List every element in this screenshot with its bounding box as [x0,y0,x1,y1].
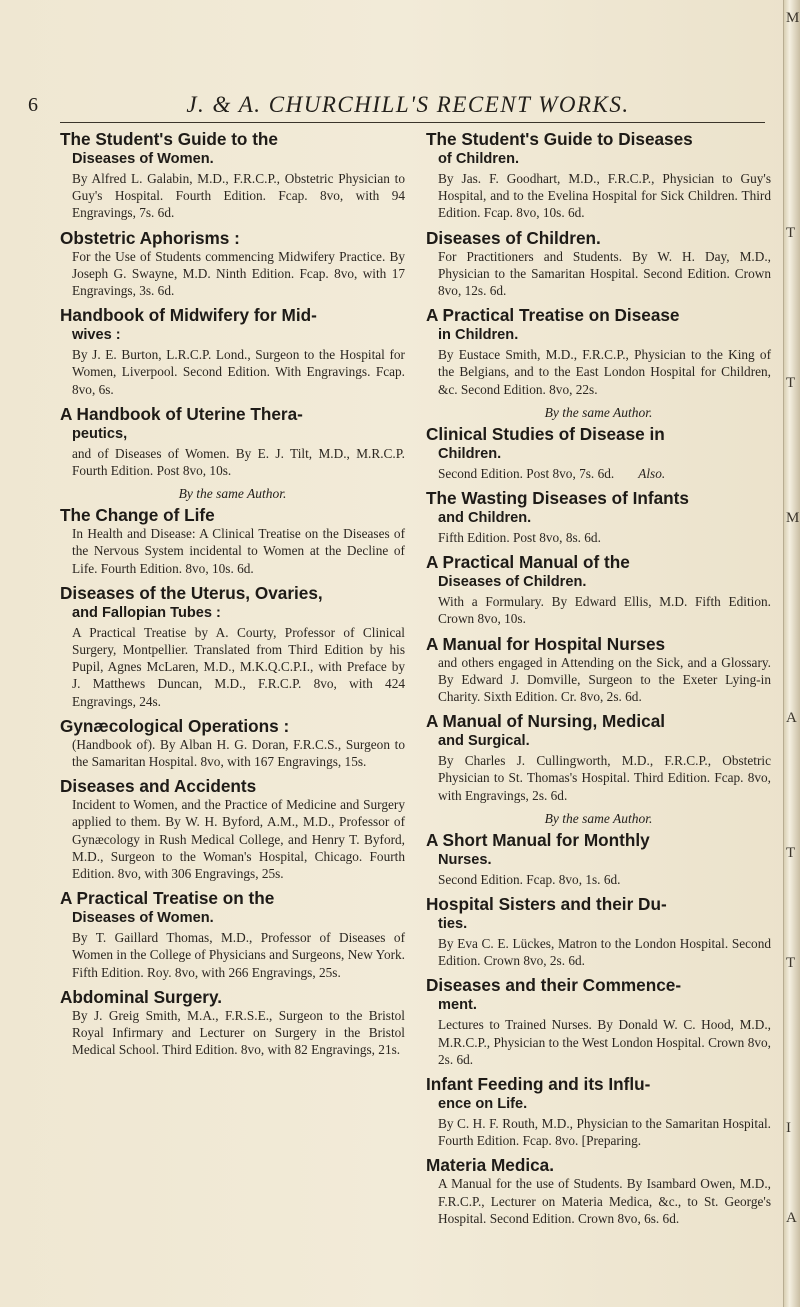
also-note: Also. [638,465,666,481]
entry-subtitle: of Children. [438,151,520,167]
entry-title: A Short Manual for Monthly [426,829,650,850]
right-column [426,130,771,1234]
catalogue-entry [60,584,405,710]
entry-description: For Practitioners and Students. By W. H. Day, M.D., Physician to the Samaritan Hospital. Second Edition. Crown 8vo, 12s. 6d. [438,248,771,299]
entry-title: A Practical Treatise on Disease [426,305,680,326]
catalogue-entry [426,831,771,888]
entry-description: By Alfred L. Galabin, M.D., F.R.C.P., Obstetric Physician to Guy's Hospital. Fourth Edition. Fcap. 8vo, with 94 Engravings, 7s. 6d. [72,171,405,221]
entry-description: Incident to Women, and the Practice of Medicine and Surgery applied to them. By W. H. Byford, A.M., M.D., Professor of Gynæcology in Rush Medical College, and Henry T. Byford, M.D., Surgeon to the Woman's Hospital, Chicago. Fourth Edition. 8vo, with 306 Engravings, 25s. [72,797,405,882]
catalogue-entry [426,306,771,398]
entry-subtitle: Diseases of Women. [72,151,214,167]
running-title: J. & A. CHURCHILL'S RECENT WORKS. [186,92,630,117]
entry-description: By Eustace Smith, M.D., F.R.C.P., Physician to the King of the Belgians, and to the East London Hospital for Children, &c. Second Edition. 8vo, 22s. [438,347,771,397]
entry-subtitle: Children. [438,445,502,462]
entry-description: and of Diseases of Women. By E. J. Tilt, M.D., M.R.C.P. Fourth Edition. Post 8vo, 10s. [72,445,405,479]
entry-subtitle: in Children. [438,327,519,344]
entry-subtitle: ties. [438,916,468,933]
catalogue-entry [426,425,771,482]
catalogue-entry [60,306,405,398]
entry-subtitle: and Children. [438,510,532,527]
entry-description: A Practical Treatise by A. Courty, Professor of Clinical Surgery, Montpellier. Translated from Third Edition by his Pupil, Agnes McLaren, M.D., M.K.Q.C.P.I., with Preface by J. Matthews Duncan, M.D., F.R.C.P. 8vo, with 424 Engravings, 24s. [72,624,405,709]
entry-description: (Handbook of). By Alban H. G. Doran, F.R.C.S., Surgeon to the Samaritan Hospital. 8vo, with 167 Engravings, 15s. [72,736,405,770]
entry-subtitle: wives : [72,327,121,344]
edge-letter: M [786,10,800,26]
entry-description: By J. E. Burton, L.R.C.P. Lond., Surgeon to the Hospital for Women, Liverpool. Second Edition. With Engravings. Fcap. 8vo, 6s. [72,347,405,397]
catalogue-entry [60,229,405,300]
edge-letter: A [786,1210,797,1226]
entry-title: A Practical Manual of the [426,552,630,573]
entry-title: Diseases of Children. [426,227,601,248]
entry-subtitle: and Fallopian Tubes : [72,604,221,621]
entry-subtitle: peutics, [72,425,128,442]
catalogue-entry [60,506,405,577]
catalogue-entry [426,895,771,969]
edge-letter: A [786,710,797,726]
entry-subtitle: Diseases of Children. [438,574,587,591]
entry-title: A Handbook of Uterine Thera- [60,403,303,424]
catalogue-entry [60,405,405,479]
catalogue-entry [60,130,405,222]
catalogue-entry [60,988,405,1059]
entry-subtitle: ment. [438,997,477,1014]
entry-title: The Student's Guide to the [60,129,278,149]
entry-title: Hospital Sisters and their Du- [426,894,667,915]
entry-description: In Health and Disease: A Clinical Treatise on the Diseases of the Nervous System incidental to Women at the Decline of Life. Fourth Edition. 8vo, 10s. 6d. [72,526,405,576]
catalogue-entry [426,229,771,300]
entry-description: A Manual for the use of Students. By Isambard Owen, M.D., F.R.C.P., Lecturer on Materia Medica, &c., to St. George's Hospital. Second Edition. Crown 8vo, 6s. 6d. [438,1176,771,1226]
entry-description: By C. H. F. Routh, M.D., Physician to the Samaritan Hospital. Fourth Edition. Fcap. 8vo. [Preparing. [438,1116,771,1149]
catalogue-entry [60,717,405,770]
entry-subtitle: Diseases of Women. [72,910,214,927]
entry-description: By Charles J. Cullingworth, M.D., F.R.C.P., Obstetric Physician to St. Thomas's Hospital. Third Edition. Fcap. 8vo, with Engravings, 2s. 6d. [438,753,771,803]
by-same-author-note: By the same Author. [544,404,653,420]
entry-title: Abdominal Surgery. [60,986,223,1007]
entry-title: Diseases and their Commence- [426,975,682,996]
entry-title: Clinical Studies of Disease in [426,423,665,444]
entry-title: The Wasting Diseases of Infants [426,488,689,509]
entry-title: A Manual of Nursing, Medical [426,711,666,732]
entry-subtitle: Nurses. [438,851,492,868]
page-number: 6 [28,94,38,116]
entry-title: The Student's Guide to Diseases [426,129,693,149]
page-header [0,0,784,128]
entry-description: Lectures to Trained Nurses. By Donald W. C. Hood, M.D., M.R.C.P., Physician to the West London Hospital. Crown 8vo, 2s. 6d. [438,1017,771,1067]
catalogue-entry [60,777,405,882]
entry-title: Diseases and Accidents [60,776,257,797]
entry-description: By T. Gaillard Thomas, M.D., Professor of Diseases of Women in the College of Physicians and Surgeons, New York. Fifth Edition. Roy. 8vo, with 266 Engravings, 25s. [72,930,405,980]
edge-letter: I [786,1120,791,1136]
facing-page-edge [783,0,800,1307]
entry-description: By J. Greig Smith, M.A., F.R.S.E., Surgeon to the Bristol Royal Infirmary and Lecturer on Surgery in the Bristol Medical School. Third Edition. 8vo, with 82 Engravings, 21s. [72,1007,405,1058]
entry-title: Diseases of the Uterus, Ovaries, [60,582,323,603]
entry-description: Fifth Edition. Post 8vo, 8s. 6d. [438,530,601,546]
entry-description: By Jas. F. Goodhart, M.D., F.R.C.P., Physician to Guy's Hospital, and to the Evelina Hospital for Sick Children. Third Edition. Fcap. 8vo, 10s. 6d. [438,171,771,221]
entry-description: With a Formulary. By Edward Ellis, M.D. Fifth Edition. Crown 8vo, 10s. [438,594,771,627]
edge-letter: T [786,845,796,861]
entry-description: By Eva C. E. Lückes, Matron to the London Hospital. Second Edition. Crown 8vo, 2s. 6d. [438,936,771,969]
entry-title: Obstetric Aphorisms : [60,227,240,248]
left-column [60,130,405,1066]
entry-title: Materia Medica. [426,1155,554,1176]
entry-title: Gynæcological Operations : [60,715,290,736]
by-same-author-note: By the same Author. [178,486,287,502]
entry-subtitle: ence on Life. [438,1096,528,1113]
edge-letter: T [786,955,796,971]
catalogue-entry [426,553,771,627]
catalogue-entry [426,635,771,706]
entry-title: A Manual for Hospital Nurses [426,633,666,654]
catalogue-entry [60,889,405,981]
catalogue-entry [426,976,771,1068]
header-rule [60,122,765,123]
edge-letter: M [786,510,800,526]
catalogue-entry [426,489,771,546]
entry-title: A Practical Treatise on the [60,888,275,909]
by-same-author-note: By the same Author. [544,810,653,826]
catalogue-entry [426,1156,771,1227]
catalogue-entry [426,1075,771,1149]
entry-description: For the Use of Students commencing Midwifery Practice. By Joseph G. Swayne, M.D. Ninth Edition. Fcap. 8vo, with 17 Engravings, 3s. 6d. [72,248,405,299]
edge-letter: T [786,375,796,391]
entry-title: Infant Feeding and its Influ- [426,1074,651,1095]
catalogue-entry [426,130,771,222]
entry-subtitle: and Surgical. [438,733,530,750]
entry-description: Second Edition. Post 8vo, 7s. 6d. Also. [438,465,666,481]
entry-title: The Change of Life [60,505,215,526]
edge-letter: T [786,225,796,241]
entry-title: Handbook of Midwifery for Mid- [60,305,317,326]
entry-description: Second Edition. Fcap. 8vo, 1s. 6d. [438,871,621,887]
entry-description: and others engaged in Attending on the Sick, and a Glossary. By Edward J. Domville, Surgeon to the Exeter Lying-in Charity. Sixth Edition. Cr. 8vo, 2s. 6d. [438,654,771,705]
catalogue-entry [426,712,771,804]
